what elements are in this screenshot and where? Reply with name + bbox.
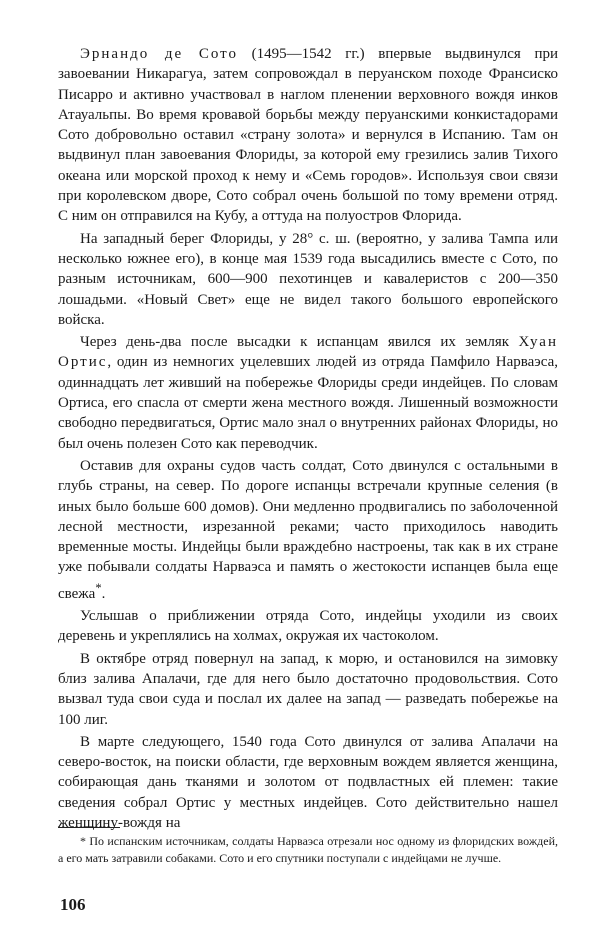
- paragraph-3-before: Через день-два после высадки к испанцам явился их земляк: [80, 334, 519, 351]
- paragraph-4: [58, 456, 558, 604]
- paragraph-1-text: (1495—1542 гг.) впервые выдвинулся при завоевании Никарагуа, затем сопровождал в перуанском походе Франсиско Писарро и активно участвовал в наглом пленении верховного вождя инков Атауальпы. Во время кровавой борьбы между перуанскими конкистадорами Сото добровольно оставил «страну золота» и вернулся в Испанию. Там он выдвинул план завоевания Флориды, за которой ему грезились залив Тихого океана или морской проход к нему и «Семь городов». Используя свои связи при королевском дворе, Сото собрал очень большой по тому времени отряд. С ним он отправился на Кубу, а оттуда на полуостров Флорида.: [58, 46, 558, 225]
- paragraph-2: На западный берег Флориды, у 28° с. ш. (вероятно, у залива Тампа или несколько южнее его), в конце мая 1539 года высадились вместе с Сото, по разным источникам, 600—900 пехотинцев и кавалеристов с 200—350 лошадьми. «Новый Свет» еще не видел такого большого европейского войска.: [58, 230, 558, 328]
- main-text: [58, 44, 558, 835]
- paragraph-3: [58, 332, 558, 454]
- paragraph-5: Услышав о приближении отряда Сото, индейцы уходили из своих деревень и укреплялись на холмах, окружая их частоколом.: [58, 608, 558, 645]
- paragraph-1: [58, 44, 558, 227]
- page-number: 106: [60, 895, 86, 914]
- name-de-soto: Эрнандо де Сото: [80, 46, 238, 62]
- paragraph-7: В марте следующего, 1540 года Сото двинулся от залива Апалачи на северо-восток, на поиски области, где верховным вождем является женщина, собирающая дань тканями и золотом от подвластных ей племен: такие сведения собрал Ортис у местных индейцев. Сото действительно нашел женщину-вождя на: [58, 733, 558, 831]
- paragraph-6: В октябре отряд повернул на запад, к морю, и остановился на зимовку близ залива Апалачи, где для него было достаточно продовольствия. Сото вызвал туда свои суда и послал их далее на запад — разведать побережье на 100 лиг.: [58, 650, 558, 728]
- footnote: [58, 833, 558, 867]
- footnote-marker: *: [95, 580, 102, 595]
- footnote-divider: [58, 827, 120, 828]
- paragraph-4-text: Оставив для охраны судов часть солдат, Сото двинулся с остальными в глубь страны, на север. По дороге испанцы встречали крупные селения (в иных было больше 600 домов). Они медленно продвигались по заболоченной лесной местности, изрезанной реками; часто приходилось наводить временные мосты. Индейцы были враждебно настроены, так как в их стране уже побывали солдаты Нарваэса и память о жестокости испанцев была еще свежа: [58, 457, 558, 602]
- name-juan-ortiz: Хуан Ортис: [58, 334, 558, 371]
- paragraph-3-after: , один из немногих уцелевших людей из отряда Памфило Нарваэса, одиннадцать лет живший на побережье Флориды среди индейцев. По словам Ортиса, его спасла от смерти жена местного вождя. Лишенный возможности свободно передвигаться, Ортис мало знал о внутренних районах Флориды, но был очень полезен Сото как переводчик.: [58, 354, 558, 452]
- paragraph-4-end: .: [101, 585, 106, 602]
- footnote-text: * По испанским источникам, солдаты Нарваэса отрезали нос одному из флоридских вождей, а его мать затравили собаками. Сото и его спутники поступали с индейцами не лучше.: [58, 834, 558, 865]
